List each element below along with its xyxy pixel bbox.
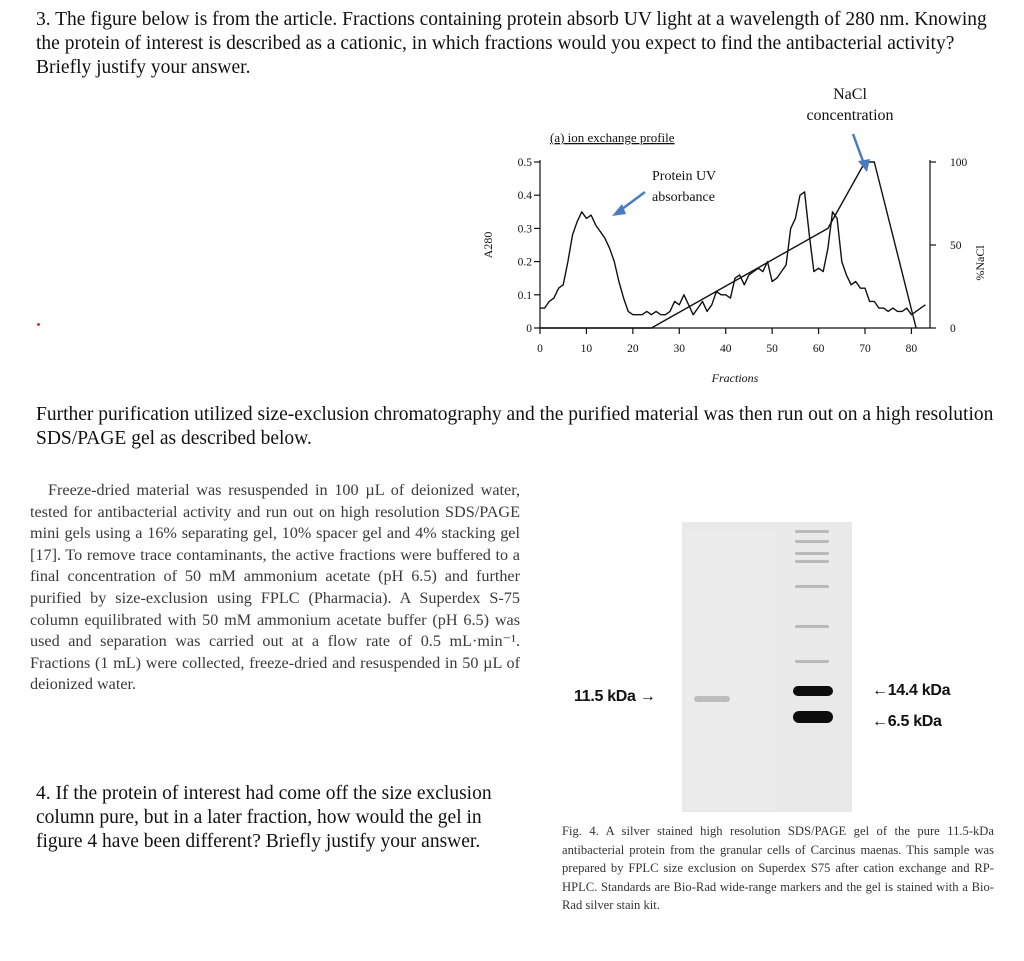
y-tick-label-left: 0.3 — [517, 223, 532, 236]
chart-title: (a) ion exchange profile — [550, 130, 675, 145]
nacl-arrow-shaft — [853, 134, 864, 164]
marker-band-14-4-kda — [793, 686, 833, 696]
x-tick-label: 40 — [719, 343, 732, 355]
faint-marker-band — [795, 540, 829, 543]
nacl-annotation-line1: NaCl — [833, 86, 867, 103]
x-tick-label: 60 — [812, 343, 825, 355]
x-axis-label: Fractions — [711, 371, 759, 385]
x-tick-label: 10 — [580, 343, 593, 355]
y-tick-label-right: 50 — [950, 240, 962, 252]
annotation-line2: absorbance — [652, 190, 715, 205]
x-tick-label: 20 — [627, 343, 639, 355]
x-tick-label: 0 — [537, 343, 543, 355]
y-tick-label-left: 0.1 — [517, 289, 532, 302]
uv-arrow-head — [612, 204, 626, 216]
nacl-concentration-annotation — [790, 84, 910, 126]
series-nacl-gradient — [540, 162, 916, 328]
methods-excerpt-text: Freeze-dried material was resuspended in 100 µL of deionized water, tested for antibacterial activity and run out on high resolution SDS/PAGE mini gels using a 16% separating gel, 10% spacer gel and 4% stacking gel [17]. To remove trace contaminants, the active fractions were buffered to a final concentration of 50 mM ammonium acetate (pH 6.5) and further purified by size-exclusion using FPLC (Pharmacia). A Superdex S-75 column equilibrated with 50 mM ammonium acetate buffer (pH 6.5) was used and separation was carried out at a flow rate of 0.5 mL·min⁻¹. Fractions (1 mL) were collected, freeze-dried and resuspended in 50 µL of deionized water. — [30, 481, 520, 694]
y-tick-label-left: 0.5 — [517, 157, 532, 169]
faint-marker-band — [795, 530, 829, 533]
question-3-text: 3. The figure below is from the article. Fractions containing protein absorb UV light at a wavelength of 280 nm. Knowing the protein of interest is described as a cationic, in which fractions would you expect to find the antibacterial activity? Briefly justify your answer. — [36, 9, 987, 78]
y-tick-label-left: 0 — [526, 323, 532, 335]
faint-marker-band — [795, 585, 829, 588]
faint-marker-band — [795, 625, 829, 628]
x-tick-label: 80 — [905, 343, 918, 355]
figure-4-caption: Fig. 4. A silver stained high resolution SDS/PAGE gel of the pure 11.5-kDa antibacterial protein from the granular cells of Carcinus maenas. This sample was prepared by FPLC size exclusion on Superdex S75 after cation exchange and RP-HPLC. Standards are Bio-Rad wide-range markers and the gel is stained with a Bio-Rad silver stain kit. — [562, 824, 994, 912]
question-4-text: 4. If the protein of interest had come off the size exclusion column pure, but in a later fraction, how would the gel in figure 4 have been different? Briefly justify your answer. — [36, 783, 492, 852]
y-tick-label-left: 0.4 — [517, 190, 532, 203]
faint-marker-band — [795, 552, 829, 555]
gel-sample-lane — [686, 530, 776, 810]
sample-band-11-5-kda — [694, 696, 730, 702]
x-tick-label: 50 — [766, 343, 778, 355]
further-purification-text: Further purification utilized size-exclusion chromatography and the purified material was then run out on a high resolution SDS/PAGE gel as described below. — [36, 404, 994, 449]
y-axis-label-right: %NaCl — [973, 245, 987, 281]
faint-marker-band — [795, 560, 829, 563]
x-tick-label: 30 — [673, 343, 686, 355]
y-tick-label-right: 100 — [950, 157, 968, 169]
marker-label-6-5: ←6.5 kDa — [872, 713, 942, 730]
y-tick-label-right: 0 — [950, 323, 956, 335]
methods-excerpt — [30, 480, 520, 696]
annotation-line1: Protein UV — [652, 169, 717, 184]
x-tick-label: 70 — [859, 343, 871, 355]
sample-band-label: 11.5 kDa → — [574, 688, 656, 705]
y-axis-label-left: A280 — [481, 231, 495, 259]
faint-marker-band — [795, 660, 829, 663]
marker-band-6-5-kda — [793, 711, 833, 723]
red-dot-mark — [37, 323, 40, 326]
y-tick-label-left: 0.2 — [517, 256, 532, 269]
ion-exchange-chart — [470, 128, 990, 395]
nacl-annotation-line2: concentration — [806, 107, 894, 124]
series-uv-absorbance — [540, 192, 925, 315]
ion-exchange-chart-svg — [470, 128, 990, 390]
marker-label-14-4: ←14.4 kDa — [872, 682, 951, 699]
